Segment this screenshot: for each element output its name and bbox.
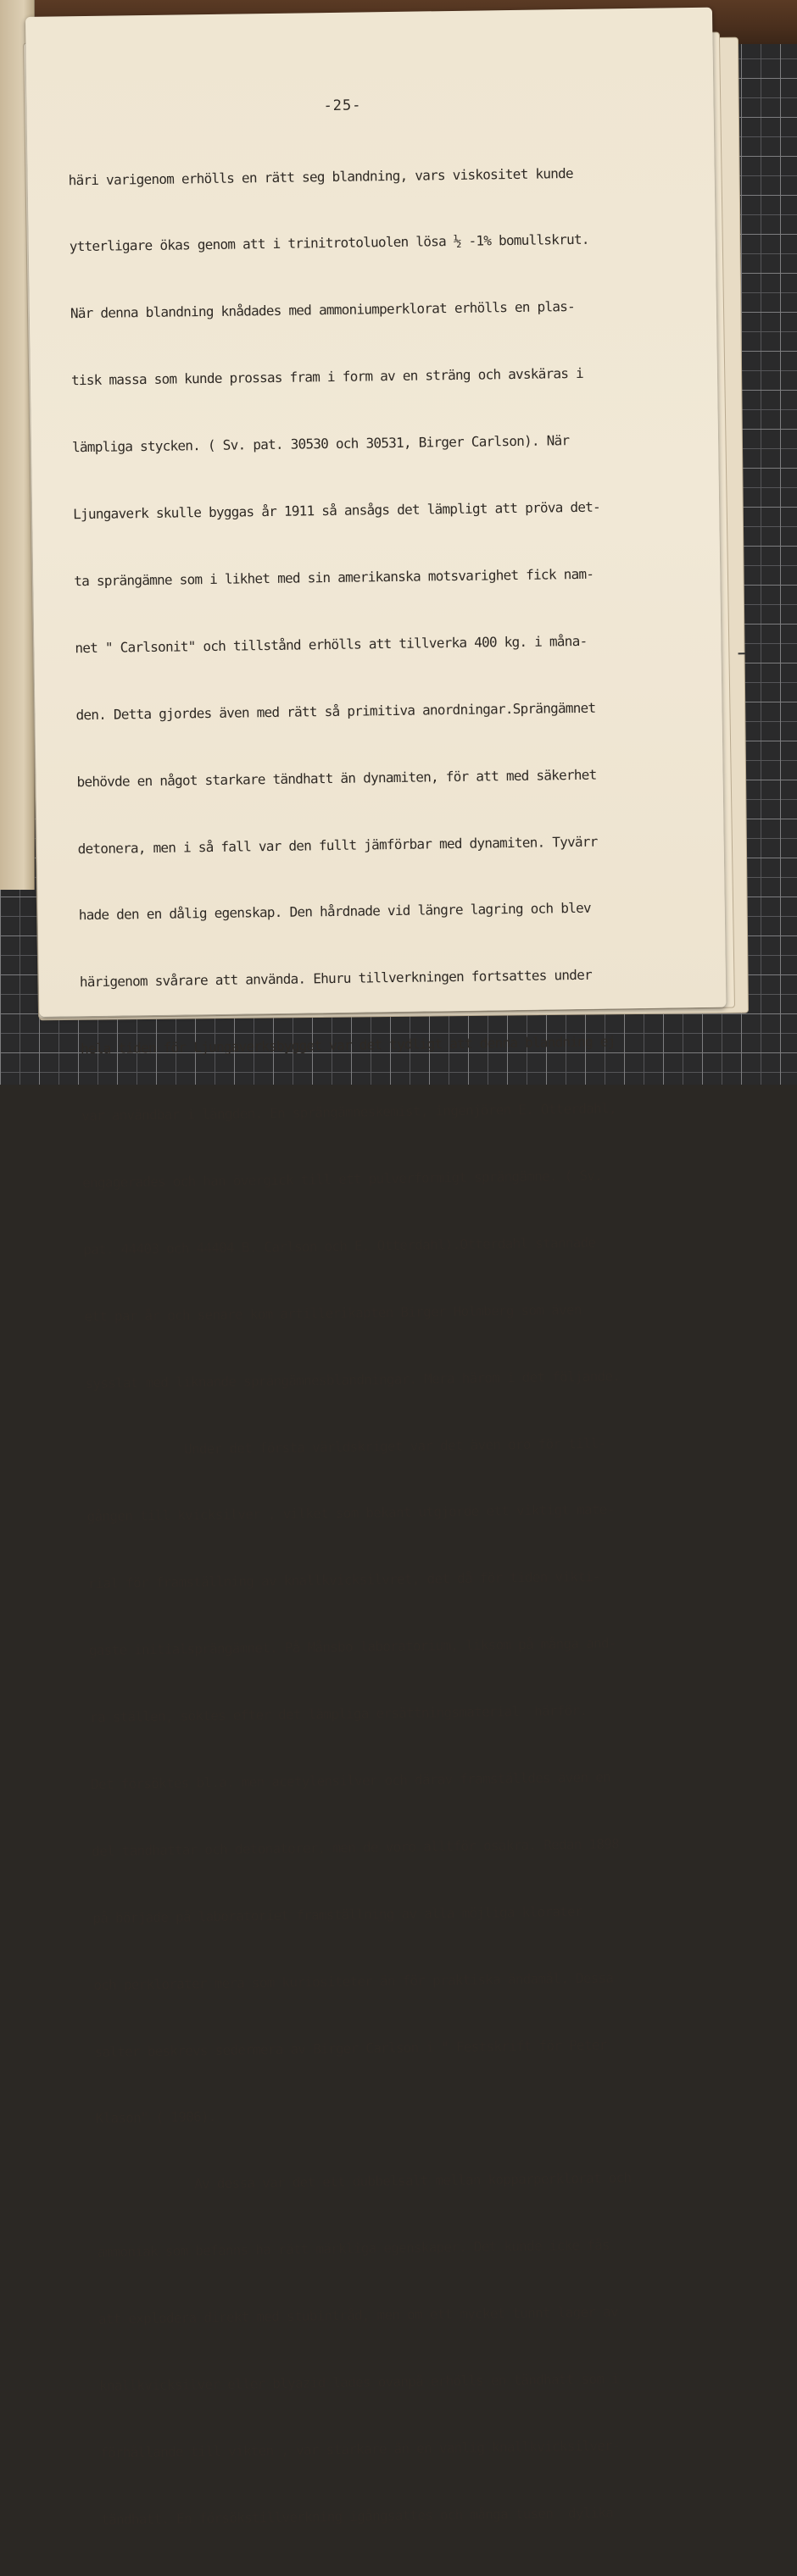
text-line: pat. 44403 och 44404 B. Carlson och E. Otterdahl).Otterdahl stannade <box>83 1234 596 1258</box>
text-line: var användbar i längden. En sprängämneskemist, ingenjören E. Otterdahl, <box>81 1100 616 1124</box>
text-line: Klason" ( 1906). <box>95 2108 216 2127</box>
text-line: salter beskrevs sedermera av Birger Carlson i " Festskrift för Peter <box>94 2036 607 2060</box>
text-line: sysslat med liknande sprängämnesblandningar. Mera härom i det följande. <box>85 1367 621 1391</box>
text-line: hela tiden för Ljungaverksbygget var det tydligt att denna blandning ej <box>80 1033 616 1058</box>
text-line: Av dessa var det ett dubbelsalt mellan kopparperklorat och <box>96 2169 632 2194</box>
stray-ink-mark <box>738 652 745 654</box>
text-line: behövde en något starkare tändhatt än dynamiten, för att med säkerhet <box>76 766 597 790</box>
text-line: ytterligare ökas genom att i trinitrotoluolen lösa ½ -1% bomullskrut. <box>69 231 589 255</box>
text-line: häri varigenom erhölls en rätt seg blandning, vars viskositet kunde <box>68 164 573 188</box>
text-line: hade den en dålig egenskap. Den hårdnade vid längre lagring och blev <box>78 900 591 924</box>
text-line: rial för framställning av knallkvicksilvret, det då för tiden vikti- <box>87 1568 600 1592</box>
text-line: ta sprängämne som i likhet med sin amerikanska motsvarighet fick nam- <box>74 565 594 590</box>
text-line: förhållande till vikten , var starkare än en vanlig knallkvicksilver- <box>100 2437 621 2461</box>
text-line: på började på laboratoriet framställning av alla möjliga klorater <box>92 1902 582 1926</box>
text-line: gaste initialsprängämnet. På Månsbo laboratorium, liksom på många and- <box>88 1635 616 1659</box>
text-line: Under det första världskriget var det även oro för till- <box>86 1435 606 1458</box>
body-text <box>68 116 746 2576</box>
text-line: ra ställen, söktes efter det lämpliga ersättningsmaterial härför. <box>89 1702 588 1726</box>
text-line: detonera, men i så fall var den fullt jämförbar med dynamiten. Tyvärr <box>77 833 598 857</box>
text-line: att explodera direkt med stubintråd, men om ett mycket tunnt lager av <box>98 2303 618 2328</box>
text-line: lämpliga stycken. ( Sv. pat. 30530 och 30531, Birger Carlson). När <box>71 432 570 456</box>
text-line: härigenom svårare att använda. Ehuru tillverkningen fortsattes under <box>79 967 593 991</box>
text-line: ammoniak som befanns ha rätt märkliga egenskaper. Det kunde icke fås <box>97 2236 610 2261</box>
text-line: Ljungaverk skulle byggas år 1911 så ansågs det lämpligt att pröva det- <box>73 498 601 523</box>
text-line: den. Detta gjordes även med rätt så primitiva anordningar.Sprängämnet <box>75 699 596 723</box>
text-line: Det försöktes bl.a. men acetylensilver och därav framställdes även en <box>90 1768 611 1793</box>
text-line: tisk massa som kunde prossas fram i form av en sträng och avskäras i <box>70 365 584 389</box>
text-line: tändhatt. En försökstillverkning igångsattes och många tusen dylika <box>101 2504 614 2528</box>
typewritten-page <box>25 8 726 2528</box>
text-line: knallkvicksilver eller blyazid lades ovanpå erhölls en tändhatt som i <box>98 2370 620 2395</box>
text-line: och perklorater mera som kuriositeter än för praktiska ändamål. Dessa <box>93 1969 614 1993</box>
text-line: engagerades och han övergick till ett pulverformigt sprängämne. ( Sv. <box>82 1167 603 1191</box>
text-line: gången till kvicksilver , vilket som bekant utgjorde ett viktigt mate- <box>86 1501 615 1525</box>
text-line: ett par år och senare kom artillerikapten Birger Holmberg som även <box>84 1301 582 1324</box>
page-number: -25- <box>323 97 362 115</box>
text-line: net " Carlsonit" och tillstånd erhölls att tillverka 400 kg. i måna- <box>75 632 588 657</box>
text-line: del tändhattar och detonatorer, men de voro alltför osäkra. Redan 1898 <box>92 1835 620 1859</box>
text-line: När denna blandning knådades med ammoniumperklorat erhölls en plas- <box>70 298 576 322</box>
